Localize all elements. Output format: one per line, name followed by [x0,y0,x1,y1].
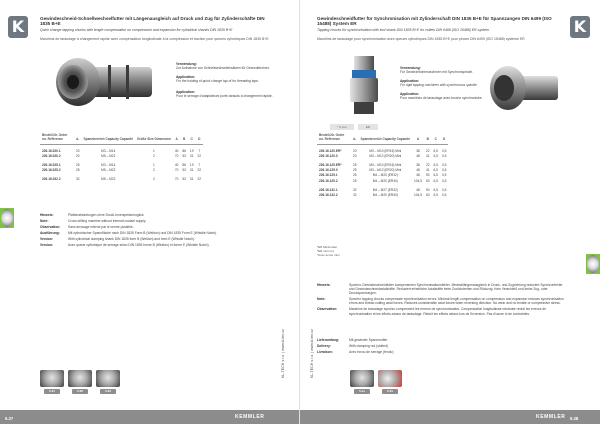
table-cell: 25 [353,178,357,183]
table-footnote: *ER Minimutter [317,245,338,249]
table-row [317,168,448,173]
table-cell: M4 – M20 (ER32) [372,173,398,178]
left-title-fr: Mandrins de taraudage à changement rapide avec compensation longitudinale à la compression et traction pour queues cylindriques DIN 1835 B+E [40,37,269,41]
table-cell: 53 [182,168,186,173]
table-cell: 19 [189,163,194,168]
table-row [317,187,448,192]
left-usage-fr: Pour le serrage d'adaptateurs porte-tarauds à changement rapide. [176,94,273,98]
left-page-number: 5.37 [5,416,14,421]
thumb-2 [68,370,92,387]
right-notes [317,283,567,318]
table-cell: 25 [353,163,357,168]
table-cell: 226.16.025.2 [42,168,61,173]
right-thumb-1-caption: 5.xx [354,389,370,394]
table-cell: 31 [189,168,194,173]
right-usage-en: For rigid tapping machines with synchronous spindle. [400,83,478,87]
table-cell: 6,5 [433,168,438,173]
table-cell: 53 [182,177,186,182]
table-cell: 7 [198,148,201,153]
table-cell: 70 [174,177,179,182]
table-cell: M5 – M22 [101,177,116,182]
left-side-text: KL-TECH s.r.o. | www.kl-tec.cz [281,329,285,378]
note-label: Version: [40,237,54,242]
note-row [40,225,280,229]
note-row [317,307,567,315]
right-product-table [317,134,448,198]
table-cell: 6,5 [433,193,438,197]
table-cell: 2 [153,153,155,158]
table-cell: 0,5 [441,153,447,158]
table-cell: M4 – M20 (ER40) [372,193,398,197]
note-label: Note: [317,297,326,302]
note-text: Plattenabstufungen ohne Druck-Innerspeisemoglick. [68,213,145,217]
note-row [317,283,567,295]
table-cell: 22 [425,148,430,153]
table-row [317,178,448,183]
table-cell: 50 [425,187,430,192]
table-cell: 38 [416,163,420,168]
table-cell: 22 [197,168,202,173]
table-cell: M3 – M10 (ER16) Mini [369,148,402,153]
left-product-table [40,134,203,182]
table-cell: M3 – M12 (ER20) Mini [369,153,402,158]
left-usage-label-de: Verwendung: [176,62,197,66]
table-row [40,153,203,158]
table-row [317,162,448,167]
table-cell: 20 [76,148,80,153]
note-text: Sans arrosage interne par le centre possible. [68,225,134,230]
table-cell: 19 [189,148,194,153]
table-cell: 20 [76,153,80,158]
note-row [317,297,567,305]
table-cell: 22 [197,177,202,182]
table-cell: 226.16.125.1 [319,173,338,178]
right-page-number: 5.38 [570,416,579,421]
table-header-cell: Bestell-Nr. Order no. Référence [317,134,351,144]
right-thumb-1 [350,370,374,387]
right-usage-label-fr: Application: [400,92,420,96]
table-cell: M3 – M12 (ER20) Mini [369,168,402,173]
table-cell: 2 [153,177,155,182]
table-header-cell: B [424,134,432,144]
right-title-fr: Mandrins de taraudage pour synchronisation avec queues cylindriques DIN 1835 B+E pour pinces DIN 6499 (ISO 15488) système ER [317,37,525,41]
thumb-1 [40,370,64,387]
table-header-cell: D [195,134,203,144]
right-side-text: KL-TECH s.r.o. | www.kl-tec.cz [310,329,314,378]
table-cell: 226.16.032.2 [42,177,61,182]
table-header-cell: Spannbereich Capacity Capacité [82,134,135,144]
note-text: With cylindrical clamping shank DIN 1835 form B (Weldon) and form E (Whistle Notch). [68,237,195,242]
table-cell: 0,5 [441,163,447,168]
table-cell: 226.16.020.1 [42,148,61,153]
note-text: Synchro tapping chucks compensate synchronisation errors. Minimal length compensation on compression and expansion reduces synchronisation errors and thread cutting axial forces. Reduces considerable axial forces when reversing direction. No wear and no tensile or compressive stress. [349,297,564,306]
table-cell: 6,5 [433,148,438,153]
table-header-cell: D [440,134,448,144]
table-cell: 7 [198,163,201,168]
table-cell: 226.16.125.2 [319,178,338,183]
table-cell: 22 [197,153,202,158]
table-cell: 41 [425,168,430,173]
note-label: Lieferumfang: [317,338,339,342]
note-row [40,243,280,247]
note-text: With clamping nut (slotted) [349,344,389,349]
table-cell: 0,5 [441,173,447,178]
left-notes [40,213,280,250]
note-label: Hinweis: [40,213,54,217]
table-cell: 226.16.020.2 [42,153,61,158]
table-header-cell: Bestell-Nr. Order no. Référence [40,134,74,144]
table-row [40,177,203,182]
table-cell: 226.16.120.0 [319,153,338,158]
table-cell: 104,5 [413,193,422,197]
kemmler-logo-icon-right: K [570,16,590,38]
thumb-1-caption: 5.21 [44,389,60,394]
note-label: Ausführung: [40,231,60,236]
tapping-chuck-image [48,52,158,112]
left-brand: KEMMLER [235,414,265,420]
table-cell: 40 [174,163,179,168]
note-row [40,237,280,241]
note-row [40,213,280,217]
table-cell: M5 – M22 [101,153,116,158]
table-header-cell: C [188,134,196,144]
table-cell: 0,5 [441,148,447,153]
table-cell: M5 – M22 [101,168,116,173]
synchro-chuck-image [314,54,412,116]
table-cell: 226.16.025.1 [42,163,61,168]
table-cell: 70 [174,168,179,173]
table-cell: 50 [425,173,430,178]
table-cell: 25 [353,173,357,178]
table-row [317,148,448,153]
table-cell: 41 [425,153,430,158]
right-delivery [317,338,567,356]
note-label: Hinweis: [317,283,331,287]
table-row [317,192,448,197]
note-label: Version: [40,243,54,248]
right-usage-label-en: Application: [400,79,420,83]
right-usage-label-de: Verwendung: [400,66,421,70]
table-cell: 31 [189,153,194,158]
table-header-cell: A [173,134,181,144]
note-row [40,231,280,235]
left-usage-label-en: Application: [176,75,196,79]
table-cell: 48 [416,168,420,173]
right-footnotes [317,246,339,257]
table-cell: M4 – M27 (ER32) [372,187,398,192]
table-cell: 86 [182,163,186,168]
table-cell: 38 [416,148,420,153]
legend-chip-2: ER [358,124,378,130]
table-cell: 2 [153,168,155,173]
table-cell: 25 [76,168,80,173]
tab-chuck-icon [1,209,13,227]
table-cell: 32 [353,187,357,192]
chuck-side-image [484,60,562,116]
table-cell: 53 [182,153,186,158]
note-row [40,219,280,223]
table-cell: M3 – M14 [101,163,116,168]
note-text: Avec queue cylindrique de serrage selon DIN 1835 forme B (Weldon) et forme E (Whistle Notch). [68,243,210,248]
table-cell: 63 [425,193,430,197]
table-cell: 25 [76,163,80,168]
left-usage-en: For the holding of quick change tap-of for threading taps. [176,79,259,83]
table-cell: 40 [174,148,179,153]
left-title-de: Gewindeschneid-Schnellwechselfutter mit Längenausgleich auf Druck und Zug für Zylinderschäfte DIN 1835 B+E [40,16,265,27]
table-cell: 20 [353,153,357,158]
table-footnote: *ER mini nut [317,248,334,253]
left-usage-label-fr: Application: [176,90,196,94]
table-cell: 32 [353,193,357,197]
table-header-cell: d₁ [74,134,82,144]
table-cell: M3 – M10 (ER16) Mini [369,163,402,168]
thumb-3-caption: 5.23 [100,389,116,394]
right-usage-fr: Pour machines de taraudage avec broche synchronisée. [400,96,483,100]
thumb-2-caption: 5.22 [72,389,88,394]
table-cell: 0,5 [441,193,447,197]
table-cell: 32 [76,177,80,182]
left-usage-de: Zur Aufnahme von Schnellwechseleinsätzen für Gewindebohrer. [176,66,270,70]
table-header-cell: d₁ [351,134,359,144]
table-header-cell: Größe Size Dimension [135,134,173,144]
note-label: Observation: [317,307,338,312]
table-cell: 1 [153,163,155,168]
table-row [40,168,203,173]
table-cell: 6,5 [433,173,438,178]
table-cell: 20 [353,148,357,153]
note-label: Delivery: [317,344,331,349]
note-label: Observation: [40,225,61,230]
table-footnote: *Avec écrou mini [317,252,340,257]
table-cell: 226.16.132.1 [319,187,338,192]
table-row [317,173,448,178]
table-cell: 25 [353,168,357,173]
table-row [317,153,448,158]
thumb-3 [96,370,120,387]
right-thumb-2-caption: 5.21 [382,389,398,394]
right-brand: KEMMLER [536,414,566,420]
note-label: Note: [40,219,49,224]
note-row [317,350,567,354]
right-title-en: Tapping chucks for synchronisation with tool shank DIN 1835 B+E for collets DIN 6499 (ISO 15488) ER-system [317,28,489,32]
right-page [300,0,600,424]
table-cell: M4 – M20 (ER40) [372,178,398,183]
table-cell: 104,5 [413,178,422,183]
table-cell: 6,5 [433,178,438,183]
table-cell: 0,5 [441,168,447,173]
table-cell: 48 [416,187,420,192]
table-cell: 48 [416,173,420,178]
note-label: Livraison: [317,350,333,355]
note-text: Mandrins de taraudage synchro compensent les erreurs de synchronisation. Compensation longitudinale minimale réduit les erreurs de synchronisation et les efforts axiaux de taraudage. Réduit les efforts axiaux lors de l'inversion. Pas d'usure ni de contraintes. [349,307,547,316]
table-cell: 226.16.125.0 [319,168,338,173]
table-header-cell: C [432,134,440,144]
note-text: Synchro-Gewindeschneidfutter kompensieren Synchronisationsfehler. Minimallängenausgleich in Druck- und Zugrichtung reduziert Synchronfehler und Gewindeschneidaxialkräfte. Reduziert erhebliche Axialkräfte beim Zurückdrehen und Rückzug. Kein Verschleiß und keine Zug- oder Druckspannungen. [349,283,563,296]
table-cell: 6,5 [433,163,438,168]
table-cell: 6,5 [433,187,438,192]
right-thumb-2 [378,370,402,387]
note-text: Cross drilling machine without internal coolant supply. [68,219,147,224]
table-cell: 0,5 [441,187,447,192]
table-header-cell: B [180,134,188,144]
table-cell: 22 [425,163,430,168]
table-cell: M3 – M14 [101,148,116,153]
note-text: Mit gewinder Spannmutter [349,338,388,342]
note-text: Avec écrou de serrage (fendu) [349,350,394,355]
table-cell: 48 [416,153,420,158]
table-cell: 86 [182,148,186,153]
table-cell: 226.16.125.ER* [319,163,342,168]
left-title-en: Quick change tapping chucks with length compensation on compression and expansion for cylindrical shanks DIN 1835 B+E [40,28,233,32]
table-cell: 226.16.120.ER* [319,148,342,153]
note-row [317,338,567,342]
right-usage-de: Für Gewindebohrmaschinen mit Synchronspindel. [400,70,473,74]
table-cell: 6,5 [433,153,438,158]
right-title-de: Gewindeschneidfutter für Synchronisation mit Zylinderschaft DIN 1835 B+E für Spannzangen DIN 6499 (ISO 15488) System ER [317,16,552,27]
table-header-cell: Spannbereich Capacity Capacité [359,134,412,144]
table-cell: 1 [153,148,155,153]
legend-chip-1: * 4 mm [330,124,354,130]
note-text: Mit zylindrischer Spannfläche nach DIN 1835 Form B (Weldon) und DIN 1835 Form E (Whistle Notch). [68,231,218,236]
table-cell: 31 [189,177,194,182]
table-cell: 63 [425,178,430,183]
table-header-cell: A [412,134,424,144]
table-cell: 226.16.132.2 [319,193,338,197]
table-cell: 0,5 [441,178,447,183]
note-row [317,344,567,348]
tab-chuck-icon-right [587,255,599,273]
table-cell: 70 [174,153,179,158]
kemmler-logo-icon: K [8,16,28,38]
